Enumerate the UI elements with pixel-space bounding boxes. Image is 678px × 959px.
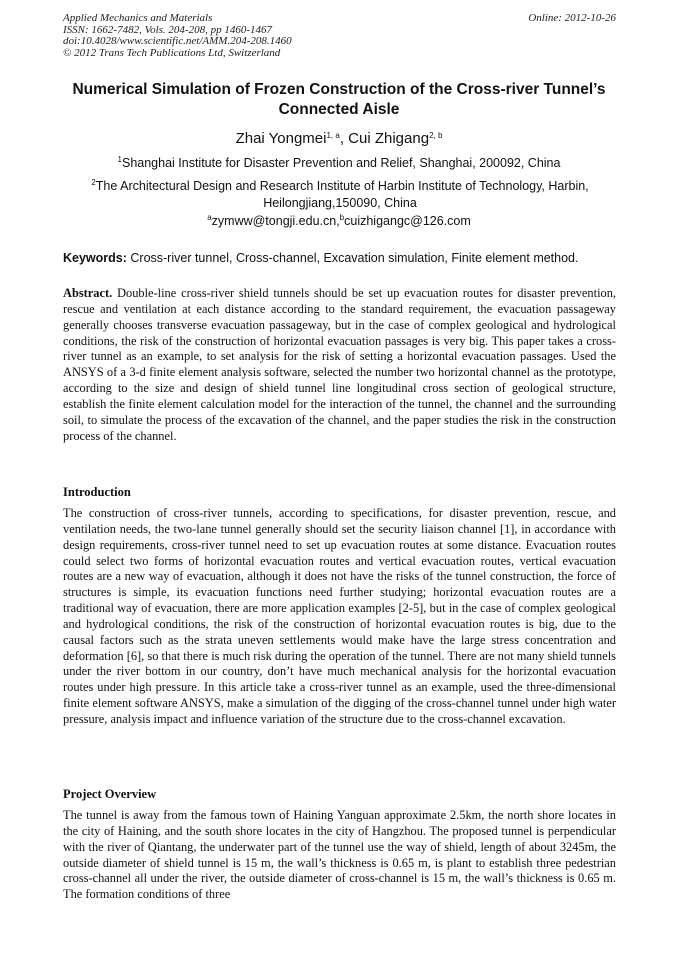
paper-title: Numerical Simulation of Frozen Construction of the Cross-river Tunnel’s Connected Aisle: [72, 81, 606, 118]
affiliation-2: [82, 178, 598, 212]
keywords-text: Cross-river tunnel, Cross-channel, Excavation simulation, Finite element method.: [126, 251, 579, 265]
affiliation-1-mark: 1: [117, 155, 122, 164]
keywords: [63, 250, 623, 266]
author-1-affil: 1, a: [326, 131, 340, 140]
abstract: [63, 286, 616, 444]
email-a[interactable]: zymww@tongji.edu.cn,: [211, 214, 340, 228]
abstract-text: Double-line cross-river shield tunnels should be set up evacuation routes for disaster prevention, rescue and ventilation at each distance according to the standard requirement, the evacuation passageway generally chooses transverse evacuation passageway, but in the case of complex geological and hydrological conditions, the risk of the construction of horizontal evacuation passages is very big. This paper takes a cross-river tunnel as an example, to set analysis for the risk of setting a horizontal evacuation passages. Used the ANSYS of a 3-d finite element analysis software, selected the number two horizontal channel as the prototype, according to the size and design of shield tunnel line longitudinal cross section of geological structure, establish the finite element calculation model for the interaction of the tunnel, the channel and the surrounding soil, to simulate the process of the excavation of the channel, and the paper studies the risk in the construction process of the channel.: [63, 286, 616, 443]
author-2: Cui Zhigang: [348, 130, 430, 147]
project-overview-heading: Project Overview: [63, 787, 157, 801]
author-2-affil: 2, b: [429, 131, 443, 140]
affiliation-2-text: The Architectural Design and Research Institute of Harbin Institute of Technology, Harbin, Heilongjiang,150090, China: [95, 179, 589, 210]
author-emails: [60, 213, 618, 230]
introduction-heading: Introduction: [63, 485, 131, 499]
journal-header: [63, 13, 616, 59]
author-1: Zhai Yongmei: [235, 130, 327, 147]
journal-doi[interactable]: doi:10.4028/www.scientific.net/AMM.204-208.1460: [63, 35, 292, 47]
affiliation-1: [60, 155, 618, 172]
journal-issn: ISSN: 1662-7482, Vols. 204-208, pp 1460-1467: [63, 23, 272, 36]
keywords-label: Keywords:: [63, 251, 127, 265]
journal-copyright: © 2012 Trans Tech Publications Ltd, Switzerland: [63, 46, 281, 59]
author-line: [50, 129, 628, 149]
introduction-text: The construction of cross-river tunnels, according to specifications, for disaster prevention, rescue, and ventilation needs, the two-lane tunnel generally should set the security liaison channel [1], in accordance with design requirements, cross-river tunnel need to set up evacuation routes at some distance. Evacuation routes could select two forms of horizontal evacuation routes and vertical evacuation routes, vertical evacuation routes are a new way of evacuation, although it does not have the risks of the tunnel construction, the force of structures is simple, its evacuation functions need further studying; horizontal evacuation routes are a traditional way of evacuation, there are more application examples [2-5], but in the case of complex geological and hydrological conditions, the risk of the construction of horizontal evacuation routes is big, due to the causal factors such as the strata uneven settlements would make have the large stress concentration and deformation [6], so that there is much risk during the operation of the tunnel. There are not many shield tunnels under the river bottom in our country, don’t have much mechanical analysis for the horizontal evacuation routes under high pressure. In this article take a cross-river tunnel as an example, used the three-dimensional finite element software ANSYS, make a simulation of the digging of the cross-channel tunnel under high water pressure, analysis impact and influence variation of the structure due to the cross-channel excavation.: [63, 506, 616, 726]
abstract-label: Abstract.: [63, 286, 113, 300]
author-separator: ,: [339, 130, 349, 147]
online-date: Online: 2012-10-26: [528, 12, 616, 24]
email-b[interactable]: cuizhigangc@126.com: [344, 214, 471, 228]
journal-name: Applied Mechanics and Materials: [63, 12, 213, 24]
affiliation-2-mark: 2: [91, 178, 96, 187]
email-a-mark: a: [207, 213, 212, 222]
email-b-mark: b: [339, 213, 345, 222]
project-overview-text: The tunnel is away from the famous town of Haining Yanguan approximate 2.5km, the north shore locates in the city of Haining, and the south shore locates in the city of Hangzhou. The proposed tunnel is perpendicular with the river of Qiantang, the underwater part of the tunnel use the way of shield, length of about 3245m, the outside diameter of shield tunnel is 15 m, the wall’s thickness is 0.65 m, is plant to establish three pedestrian cross-channel all under the river, the outside diameter of cross-channel is 15 m, the wall’s thickness is 0.65 m. The formation conditions of three: [63, 808, 616, 902]
affiliation-1-text: Shanghai Institute for Disaster Prevention and Relief, Shanghai, 200092, China: [121, 156, 561, 170]
